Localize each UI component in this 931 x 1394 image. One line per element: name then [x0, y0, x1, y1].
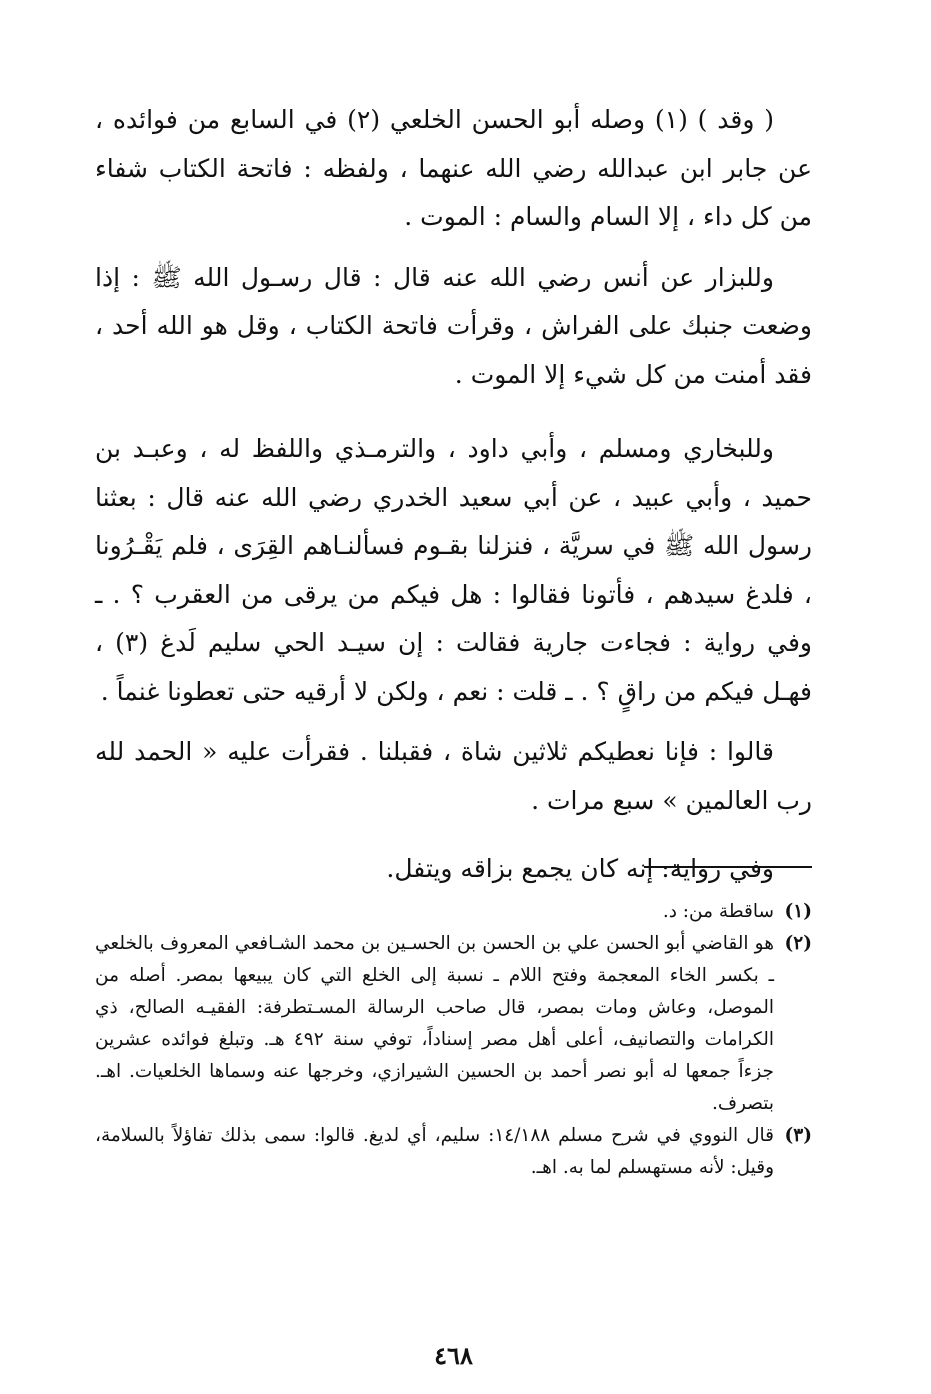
- paragraph-5: وفي رواية: إنه كان يجمع بزاقه ويتفل.: [386, 854, 774, 883]
- paragraph-2: وللبزار عن أنس رضي الله عنه قال : قال رسـول الله ﷺ : إذا وضعت جنبك على الفراش ، وقرأت فاتحة الكتاب ، وقل هو الله أحد ، فقد أمنت من كل شيء إلا الموت .: [95, 262, 812, 389]
- main-text: [95, 96, 812, 894]
- footnote-separator: [644, 866, 812, 868]
- footnote-text: قال النووي في شرح مسلم ١٤/١٨٨: سليم، أي لديغ. قالوا: سمى بذلك تفاؤلاً بالسلامة، وقيل: لأنه مستهسلم لما به. اهـ.: [95, 1125, 774, 1178]
- footnotes: [95, 896, 812, 1184]
- paragraph-3: وللبخاري ومسلم ، وأبي داود ، والترمـذي واللفظ له ، وعبـد بن حميد ، وأبي عبيد ، عن أبي سعيد الخدري رضي الله عنه قال : بعثنا رسول الله ﷺ في سريَّة ، فنزلنا بقـوم فسألنـاهم القِرَى ، فلم يَقْـرُونا ، فلدغ سيدهم ، فأتونا فقالوا : هل فيكم من يرقى من العقرب ؟ . ـ وفي رواية : فجاءت جارية فقالت : إن سيـد الحي سليم لَدغ (٣) ، فهـل فيكم من راقٍ ؟ . ـ قلت : نعم ، ولكن لا أرقيه حتى تعطونا غنماً .: [95, 434, 812, 706]
- footnote-number: (١): [784, 901, 812, 922]
- footnote-number: (٢): [784, 933, 812, 954]
- paragraph-1: ( وقد ) (١) وصله أبو الحسن الخلعي (٢) في السابع من فوائده ، عن جابر ابن عبدالله رضي الله عنهما ، ولفظه : فاتحة الكتاب شفاء من كل داء ، إلا السام والسام : الموت .: [95, 105, 812, 231]
- footnote-1: [95, 896, 812, 928]
- footnote-text: هو القاضي أبو الحسن علي بن الحسن بن الحسـين بن محمد الشـافعي المعروف بالخلعي ـ بكسر الخاء المعجمة وفتح اللام ـ نسبة إلى الخلع التي كان يبيعها بمصر. أصله من الموصل، وعاش ومات بمصر، قال صاحب الرسالة المسـتطرفة: الفقيـه الصالح، ذي الكرامات والتصانيف، أعلى أهل مصر إسناداً، توفي سنة ٤٩٢ هـ. وتبلغ فوائده عشرين جزءاً جمعها له أبو نصر أحمد بن الحسين الشيرازي، وخرجها عنه وسماها الخلعيات. اهـ. بتصرف.: [95, 933, 774, 1114]
- footnote-number: (٣): [784, 1125, 812, 1146]
- page-number: ٤٦٨: [434, 1341, 473, 1370]
- footnote-2: [95, 928, 812, 1120]
- paragraph-4: قالوا : فإنا نعطيكم ثلاثين شاة ، فقبلنا . فقرأت عليه « الحمد لله رب العالمين » سبع مرات .: [95, 737, 812, 815]
- book-page: [95, 96, 812, 1370]
- footnote-text: ساقطة من: د.: [662, 901, 774, 922]
- footnote-3: [95, 1120, 812, 1184]
